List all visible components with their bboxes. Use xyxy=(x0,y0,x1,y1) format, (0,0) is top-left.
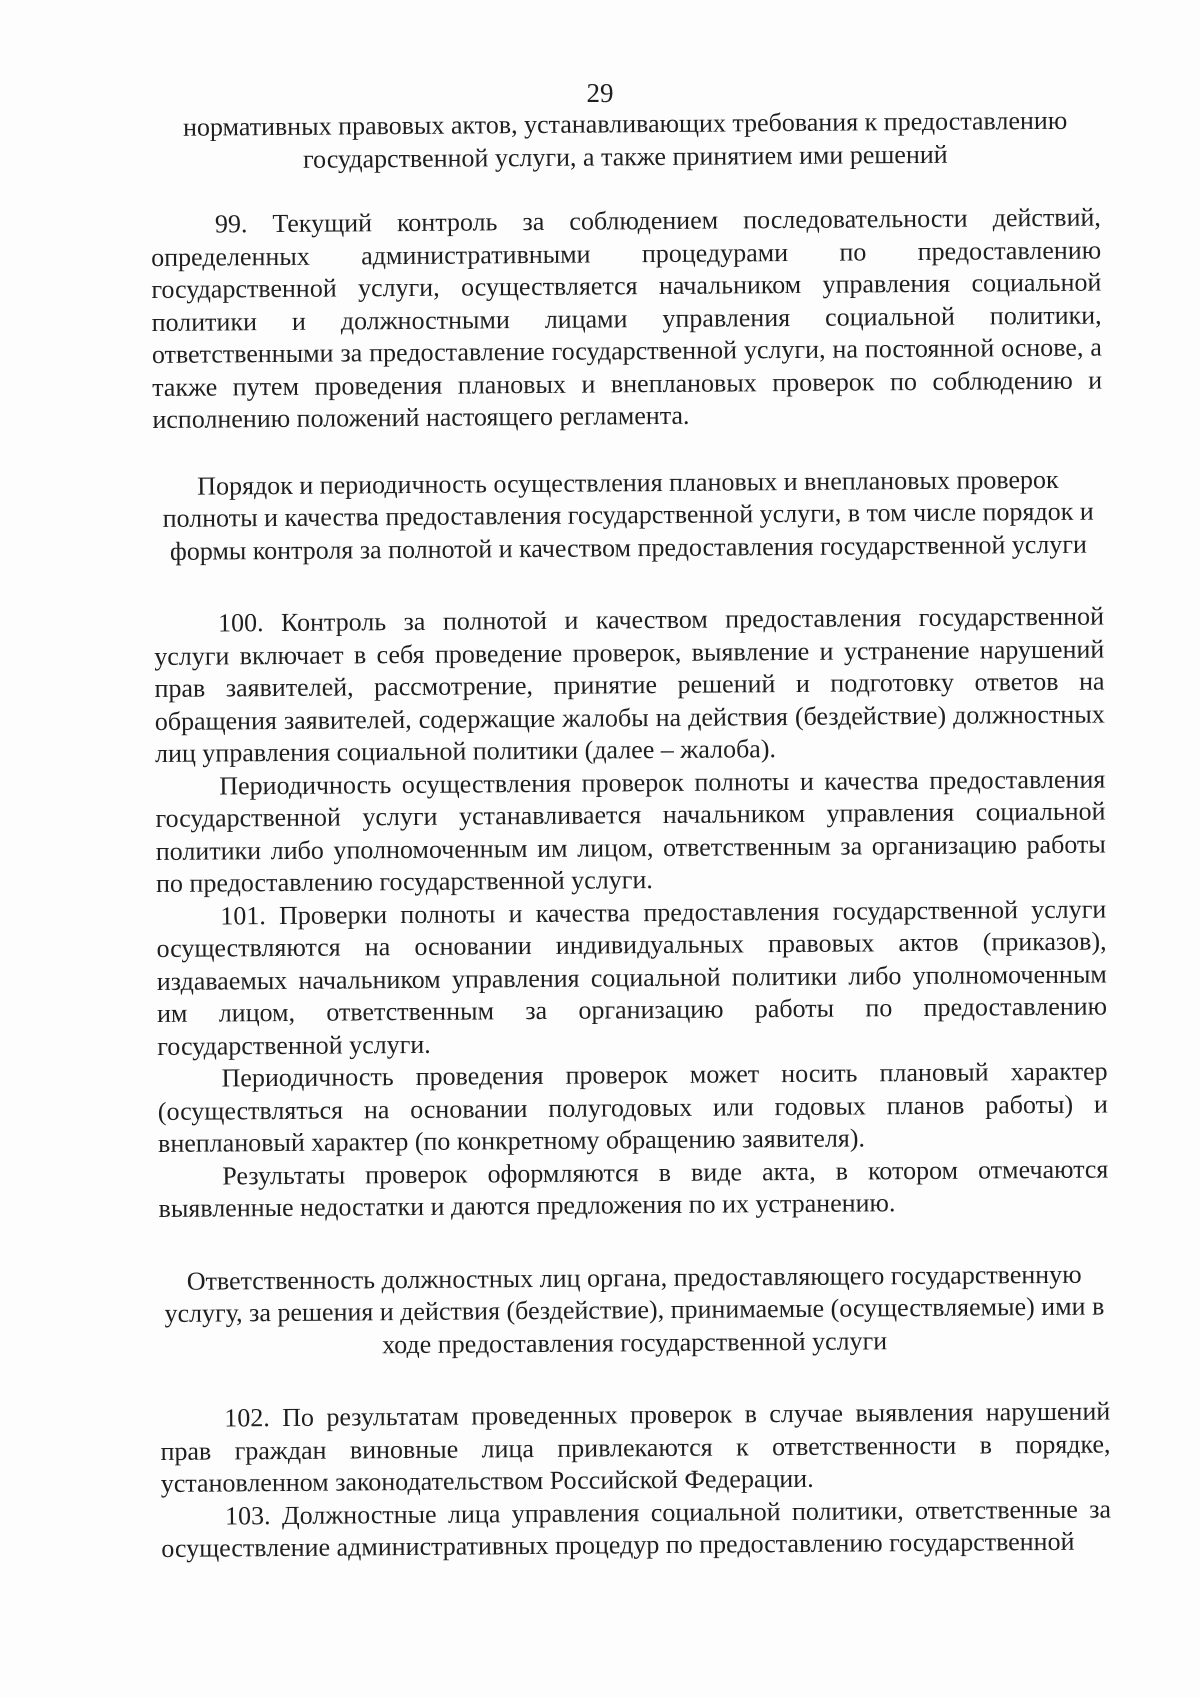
paragraph-99: 99. Текущий контроль за соблюдением последовательности действий, определенных административными процедурами по предоставлению государственной услуги, осуществляется начальником управления социальной политики и должностными лицами управления социальной политики, ответственными за предоставление государственной услуги, на постоянной основе, а также путем проведения плановых и внеплановых проверок по соблюдению и исполнению положений настоящего регламента. xyxy=(151,202,1103,434)
paragraph-103: 103. Должностные лица управления социальной политики, ответственные за осуществление административных процедур по предоставлению государственной xyxy=(161,1493,1112,1563)
page-number: 29 xyxy=(586,78,614,108)
paragraph-100-periodicity: Периодичность осуществления проверок полноты и качества предоставления государственной услуги устанавливается начальником управления социальной политики либо уполномоченным им лицом, ответственным за организацию работы по предоставлению государственной услуги. xyxy=(155,764,1106,898)
paragraph-100: 100. Контроль за полнотой и качеством предоставления государственной услуги включает в себя проведение проверок, выявление и устранение нарушений прав заявителей, рассмотрение, принятие решений и подготовку ответов на обращения заявителей, содержащие жалобы на действия (бездействие) должностных лиц управления социальной политики (далее – жалоба). xyxy=(154,601,1105,768)
paragraph-101-results: Результаты проверок оформляются в виде акта, в котором отмечаются выявленные недостатки и даются предложения по их устранению. xyxy=(158,1154,1109,1223)
section-heading-responsibility: Ответственность должностных лиц органа, предоставляющего государственную услугу, за решения и действия (бездействие), принимаемые (осуществляемые) ими в ходе предоставления государственной услуги xyxy=(164,1259,1105,1359)
paragraph-101-periodicity: Периодичность проведения проверок может носить плановый характер (осуществляться на основании полугодовых или годовых планов работы) и внеплановый характер (по конкретному обращению заявителя). xyxy=(157,1056,1108,1158)
section-heading-continued: нормативных правовых актов, устанавливающих требования к предоставлению государственной услуги, а также принятием ими решений xyxy=(182,105,1068,174)
document-body xyxy=(150,105,1111,1566)
section-heading-inspections: Порядок и периодичность осуществления плановых и внеплановых проверок полноты и качества предоставления государственной услуги, в том числе порядок и формы контроля за полнотой и качеством предоставления государственной услуги xyxy=(162,464,1094,566)
paragraph-101: 101. Проверки полноты и качества предоставления государственной услуги осуществляются на основании индивидуальных правовых актов (приказов), издаваемых начальником управления социальной политики либо уполномоченным им лицом, ответственным за организацию работы по предоставлению государственной услуги. xyxy=(156,894,1108,1061)
paragraph-102: 102. По результатам проведенных проверок в случае выявления нарушений прав граждан виновные лица привлекаются к ответственности в порядке, установленном законодательством Российской Федерации. xyxy=(160,1396,1111,1498)
